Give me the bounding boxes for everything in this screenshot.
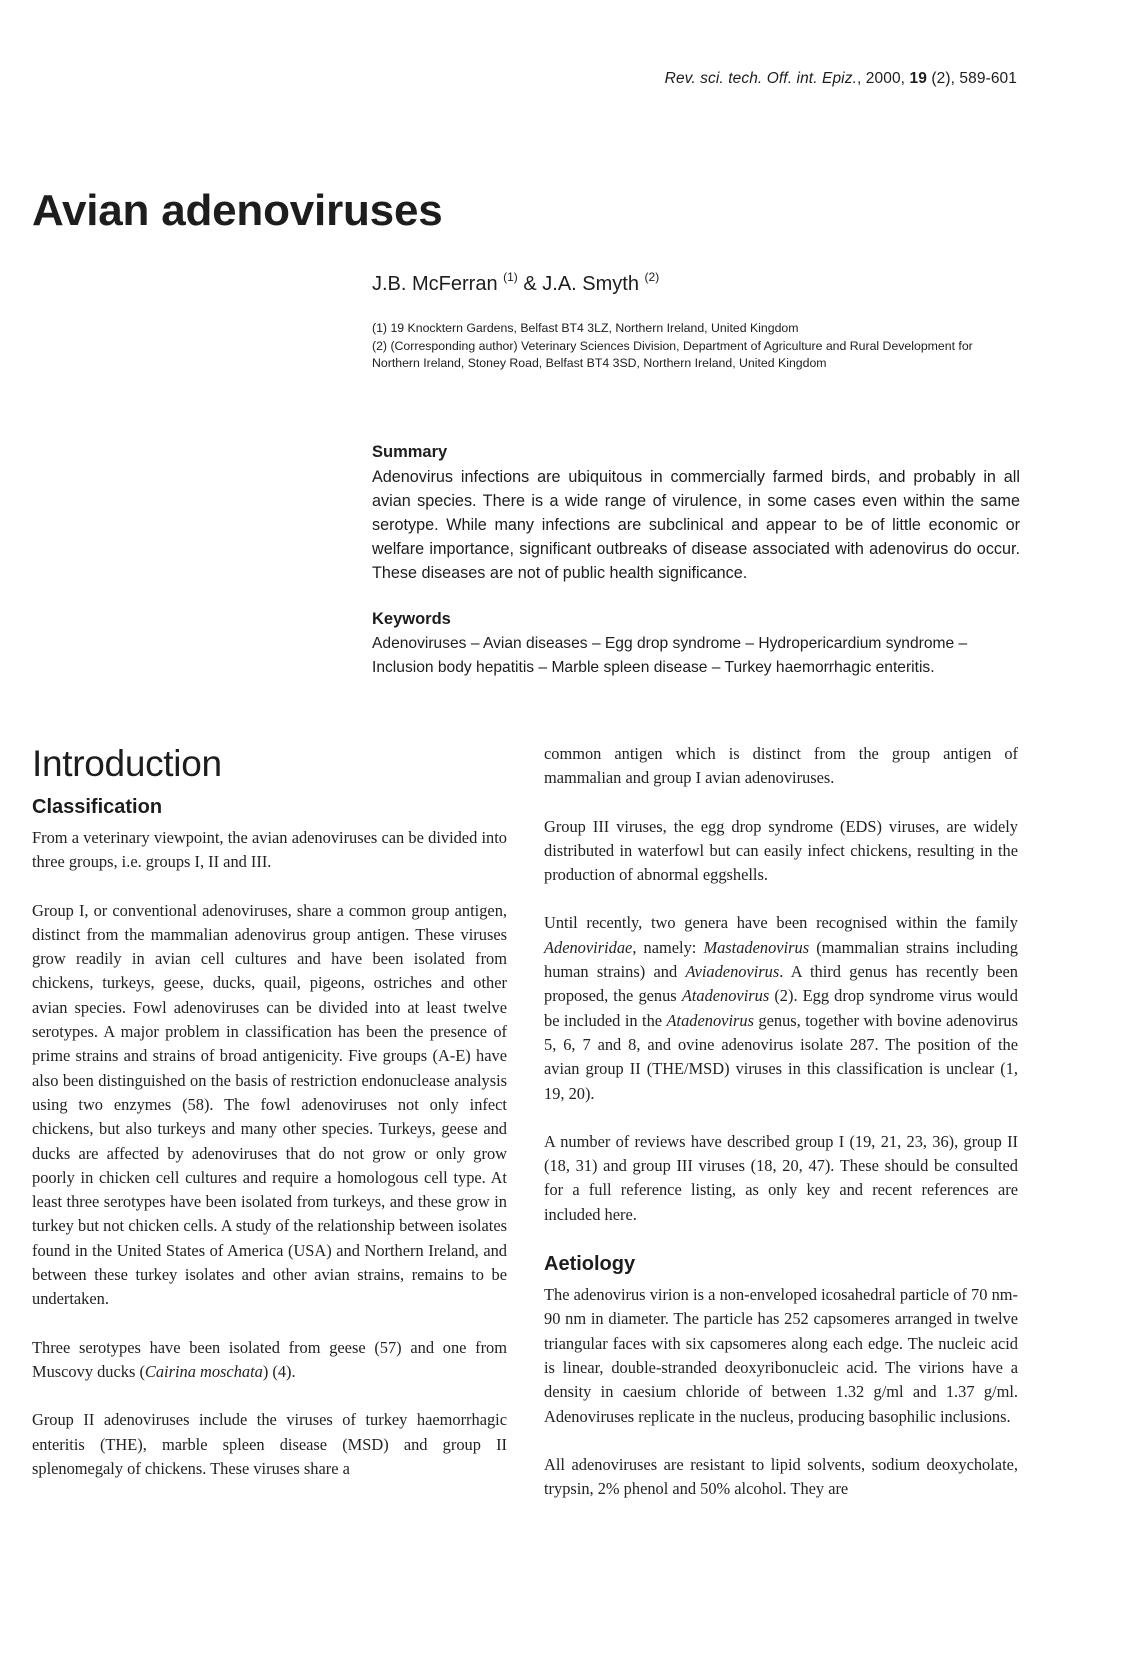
text-run: (2). Egg drop syndrome virus would be included in the [544, 986, 1018, 1030]
taxon-name: Mastadenovirus [703, 937, 810, 957]
section-title-introduction: Introduction [32, 743, 222, 784]
text-run: (mammalian strains including human strains) and [544, 937, 1018, 982]
paragraph: Group II adenoviruses include the viruses of turkey haemorrhagic enteritis (THE), marble spleen disease (MSD) and group II splenomegaly of chickens. These viruses share a [32, 1410, 507, 1478]
species-name: Cairina moschata [144, 1361, 263, 1381]
author-smyth: J.A. Smyth [542, 273, 639, 295]
journal-name: Rev. sci. tech. Off. int. Epiz. [664, 70, 857, 87]
text-run: ) (4). [262, 1361, 296, 1381]
paragraph: A number of reviews have described group I (19, 21, 23, 36), group II (18, 31) and group III viruses (18, 20, 47). These should be consulted for a full reference listing, as only key and recent references are included here. [544, 1131, 1018, 1224]
paragraph: common antigen which is distinct from the group antigen of mammalian and group I avian adenoviruses. [544, 744, 1018, 788]
author-mcferran-mark: (1) [503, 270, 518, 284]
taxon-name: Aviadenovirus [685, 962, 780, 982]
taxon-name: Atadenovirus [666, 1010, 754, 1030]
paragraph: From a veterinary viewpoint, the avian adenoviruses can be divided into three groups, i.e. groups I, II and III. [32, 828, 507, 872]
author-separator: & [517, 273, 543, 295]
text-run: . A third genus has recently been proposed, the genus [544, 962, 1018, 1006]
right-column [544, 742, 1018, 1525]
keywords-text: Adenoviruses – Avian diseases – Egg drop syndrome – Hydropericardium syndrome – Inclusion body hepatitis – Marble spleen disease – Turkey haemorrhagic enteritis. [372, 635, 968, 676]
journal-volume: 19 [909, 70, 927, 87]
affiliation-1: (1) 19 Knocktern Gardens, Belfast BT4 3LZ, Northern Ireland, United Kingdom [372, 321, 799, 335]
journal-citation [612, 70, 1017, 88]
keywords-heading: Keywords [372, 610, 451, 628]
taxon-name: Atadenovirus [681, 986, 770, 1006]
text-run: Until recently, two genera have been recognised within the family [544, 913, 1018, 933]
text-run: genus, together with bovine adenovirus 5, 6, 7 and 8, and ovine adenovirus isolate 287. The position of the avian group II (THE/MSD) viruses in this classification is unclear (1, 19, 20). [544, 1010, 1018, 1103]
author-line [372, 270, 659, 296]
paragraph: Group I, or conventional adenoviruses, share a common group antigen, distinct from the mammalian adenovirus group antigen. These viruses grow readily in avian cell cultures and have been isolated from chickens, turkeys, geese, ducks, quail, pigeons, ostriches and other avian species. Fowl adenoviruses can be divided into at least twelve serotypes. A major problem in classification has been the presence of prime strains and strains of broad antigenicity. Five groups (A-E) have also been distinguished on the basis of restriction endonuclease analysis using two enzymes (58). The fowl adenoviruses not only infect chickens, but also turkeys and many other species. Turkeys, geese and ducks are affected by adenoviruses that do not grow or only grow poorly in chicken cell cultures and require a homologous cell type. At least three serotypes have been isolated from turkeys, and these grow in turkey but not chicken cells. A study of the relationship between isolates found in the United States of America (USA) and Northern Ireland, and between these turkey isolates and other avian strains, remains to be undertaken. [32, 900, 507, 1309]
paragraph: All adenoviruses are resistant to lipid solvents, sodium deoxycholate, trypsin, 2% phenol and 50% alcohol. They are [544, 1454, 1018, 1499]
text-run: , namely: [632, 937, 704, 957]
summary-heading: Summary [372, 443, 448, 461]
paragraph: The adenovirus virion is a non-enveloped icosahedral particle of 70 nm-90 nm in diameter. The particle has 252 capsomeres arranged in twelve triangular faces with six capsomeres along each edge. The nucleic acid is linear, double-stranded deoxyribonucleic acid. The virions have a density in caesium chloride of between 1.32 g/ml and 1.37 g/ml. Adenoviruses replicate in the nucleus, producing basophilic inclusions. [544, 1285, 1018, 1426]
paragraph [544, 911, 1018, 1105]
article-title: Avian adenoviruses [32, 186, 443, 235]
left-column [32, 742, 507, 1505]
subsection-classification: Classification [32, 796, 163, 818]
journal-issue-pages: (2), 589-601 [926, 70, 1017, 87]
text-run: Three serotypes have been isolated from geese (57) and one from Muscovy ducks ( [32, 1337, 507, 1381]
paragraph [32, 1336, 507, 1385]
paragraph: Group III viruses, the egg drop syndrome (EDS) viruses, are widely distributed in waterfowl but can easily infect chickens, resulting in the production of abnormal eggshells. [544, 816, 1018, 885]
taxon-name: Adenoviridae [544, 937, 633, 957]
author-smyth-mark: (2) [644, 270, 660, 284]
subsection-aetiology: Aetiology [544, 1253, 636, 1276]
summary-text: Adenovirus infections are ubiquitous in commercially farmed birds, and probably in all avian species. There is a wide range of virulence, in some cases even within the same serotype. While many infections are subclinical and appear to be of little economic or welfare importance, significant outbreaks of disease associated with adenovirus do occur. These diseases are not of public health significance. [372, 468, 1020, 582]
affiliation-2: (2) (Corresponding author) Veterinary Sciences Division, Department of Agriculture and Rural Development for Northern Ireland, Stoney Road, Belfast BT4 3SD, Northern Ireland, United Kingdom [372, 339, 973, 370]
author-mcferran: J.B. McFerran [372, 273, 498, 295]
journal-year: , 2000, [856, 70, 910, 87]
